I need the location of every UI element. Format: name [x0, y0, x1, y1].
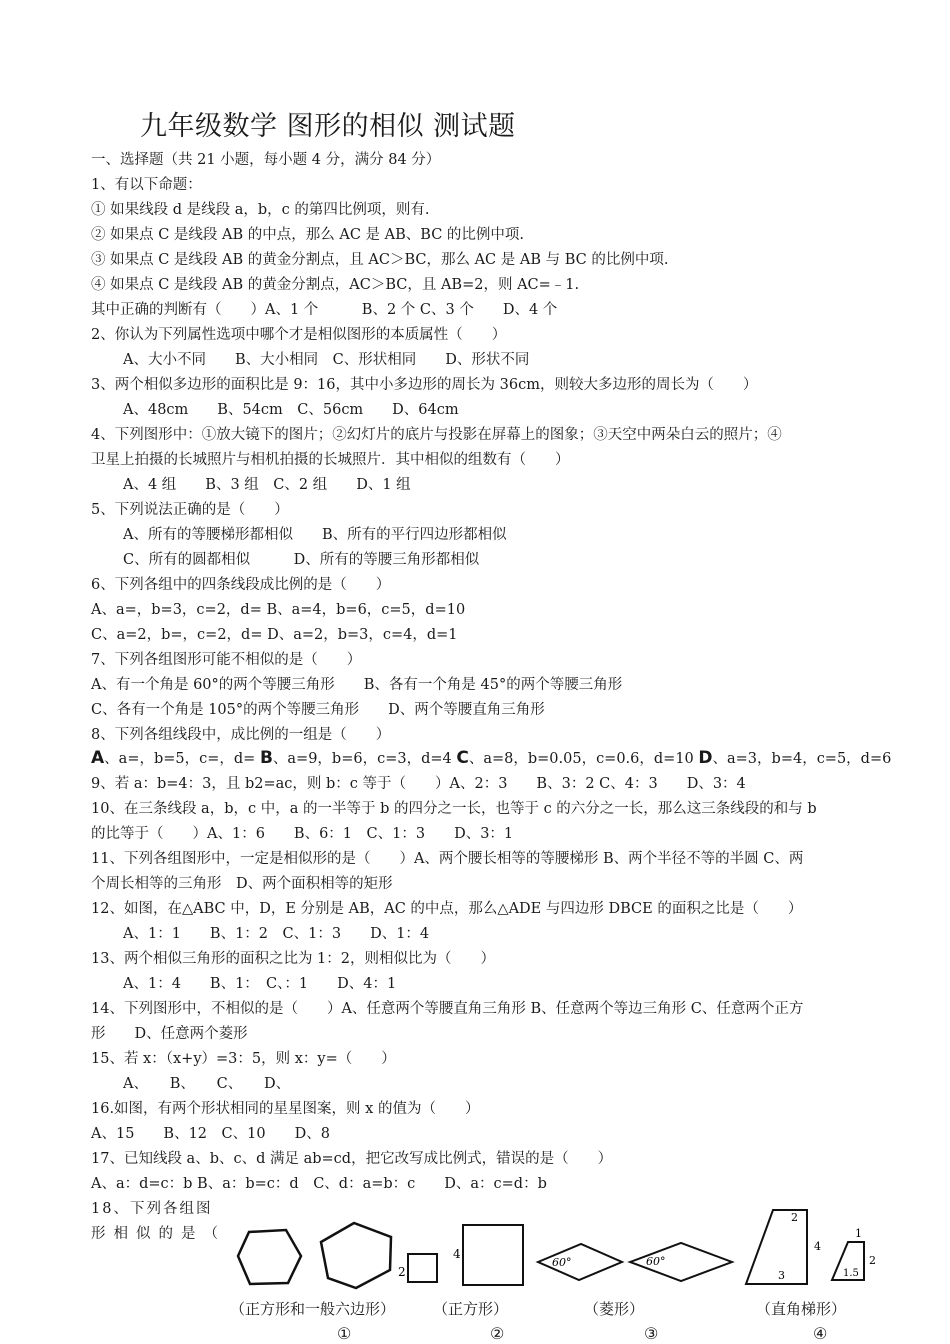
- small-square-side-label: 2: [398, 1265, 406, 1279]
- figure-1-number: ①: [337, 1324, 352, 1343]
- q5-options-cd: C、所有的圆都相似 D、所有的等腰三角形都相似: [123, 552, 480, 568]
- q18-figures-svg: [226, 1200, 926, 1344]
- q8-option-c-letter: C: [456, 748, 469, 768]
- section-heading: 一、选择题（共 21 小题，每小题 4 分，满分 84 分）: [91, 152, 441, 168]
- q8-option-d-letter: D: [698, 748, 713, 768]
- figure-4-number: ④: [813, 1324, 828, 1343]
- question-18: 18、下列各组图: [91, 1201, 213, 1217]
- hexagon-shape: [238, 1230, 301, 1284]
- large-trapezoid-bottom-label: 3: [778, 1269, 785, 1282]
- large-trapezoid-top-label: 2: [791, 1211, 798, 1224]
- q8-option-c-text: 、a=8，b=0.05，c=0.6，d=10: [468, 751, 699, 767]
- q12-options: A、1：1 B、1：2 C、1：3 D、1：4: [123, 926, 430, 942]
- irregular-hexagon-shape: [321, 1223, 391, 1288]
- q1-statement-1: ① 如果线段 d 是线段 a，b，c 的第四比例项，则有.: [91, 202, 430, 218]
- figure-3-caption: （菱形）: [584, 1300, 645, 1318]
- q6-options-cd: C、a=2，b=，c=2，d= D、a=2，b=3，c=4，d=1: [91, 627, 458, 643]
- question-11-cont: 个周长相等的三角形 D、两个面积相等的矩形: [91, 876, 393, 892]
- rhombus-2-angle-label: 60°: [646, 1255, 666, 1268]
- question-2: 2、你认为下列属性选项中哪个才是相似图形的本质属性（ ）: [91, 327, 507, 343]
- question-18-cont: 形相似的是（: [91, 1226, 226, 1242]
- q8-option-a-letter: A: [91, 748, 105, 768]
- q18-figures: [226, 1200, 926, 1344]
- q1-statement-2: ② 如果点 C 是线段 AB 的中点，那么 AC 是 AB、BC 的比例中项.: [91, 227, 525, 243]
- rhombus-1-outline: [538, 1244, 622, 1280]
- figure-1-caption: （正方形和一般六边形）: [230, 1300, 396, 1318]
- question-1: 1、有以下命题：: [91, 177, 202, 193]
- question-11: 11、下列各组图形中，一定是相似形的是（ ）A、两个腰长相等的等腰梯形 B、两个半径不等的半圆 C、两: [91, 851, 804, 867]
- figure-2-caption: （正方形）: [433, 1300, 509, 1318]
- question-4-cont: 卫星上拍摄的长城照片与相机拍摄的长城照片．其中相似的组数有（ ）: [91, 452, 570, 468]
- q8-option-d-text: 、a=3，b=4，c=5，d=6: [712, 751, 892, 767]
- figure-4-caption: （直角梯形）: [756, 1300, 847, 1318]
- rhombus-1-angle-label: 60°: [552, 1256, 572, 1269]
- q8-option-b-letter: B: [259, 748, 273, 768]
- q8-option-b-text: 、a=9，b=6，c=3，d=4: [272, 751, 457, 767]
- question-13: 13、两个相似三角形的面积之比为 1：2，则相似比为（ ）: [91, 951, 496, 967]
- q5-options-ab: A、所有的等腰梯形都相似 B、所有的平行四边形都相似: [123, 527, 507, 543]
- question-17: 17、已知线段 a、b、c、d 满足 ab=cd，把它改写成比例式，错误的是（ ）: [91, 1151, 613, 1167]
- question-12: 12、如图，在△ABC 中，D，E 分别是 AB，AC 的中点，那么△ADE 与四边形 DBCE 的面积之比是（ ）: [91, 901, 803, 917]
- figure-2-number: ②: [490, 1324, 505, 1343]
- q7-options-ab: A、有一个角是 60°的两个等腰三角形 B、各有一个角是 45°的两个等腰三角形: [91, 677, 623, 693]
- q2-options: A、大小不同 B、大小相同 C、形状相同 D、形状不同: [123, 352, 530, 368]
- question-14: 14、下列图形中，不相似的是（ ）A、任意两个等腰直角三角形 B、任意两个等边三角形 C、任意两个正方: [91, 1001, 804, 1017]
- question-10-cont: 的比等于（ ）A、1：6 B、6：1 C、1：3 D、3：1: [91, 826, 514, 842]
- q15-options: A、 B、 C、 D、: [123, 1076, 291, 1092]
- q16-options: A、15 B、12 C、10 D、8: [91, 1126, 330, 1142]
- question-6: 6、下列各组中的四条线段成比例的是（ ）: [91, 577, 391, 593]
- q8-option-a-text: 、a=，b=5，c=，d=: [104, 751, 260, 767]
- page-title: 九年级数学 图形的相似 测试题: [140, 111, 516, 142]
- question-5: 5、下列说法正确的是（ ）: [91, 502, 289, 518]
- large-square-side-label: 4: [453, 1247, 461, 1261]
- q1-statement-3: ③ 如果点 C 是线段 AB 的黄金分割点，且 AC＞BC，那么 AC 是 AB 与 BC 的比例中项.: [91, 252, 669, 268]
- q17-options: A、a：d=c：b B、a：b=c：d C、d：a=b：c D、a：c=d：b: [91, 1176, 547, 1192]
- question-9: 9、若 a：b=4：3，且 b2=ac，则 b：c 等于（ ）A、2：3 B、3：2 C、4：3 D、3：4: [91, 776, 746, 792]
- small-trapezoid-top-label: 1: [855, 1227, 862, 1240]
- question-14-cont: 形 D、任意两个菱形: [91, 1026, 248, 1042]
- question-15: 15、若 x：（x+y）=3：5，则 x：y=（ ）: [91, 1051, 396, 1067]
- question-10: 10、在三条线段 a，b，c 中，a 的一半等于 b 的四分之一长，也等于 c 的六分之一长，那么这三条线段的和与 b: [91, 801, 817, 817]
- small-trapezoid-side-label: 2: [869, 1254, 876, 1267]
- q1-statement-4: ④ 如果点 C 是线段 AB 的黄金分割点，AC＞BC，且 AB=2，则 AC=﹣1.: [91, 277, 580, 293]
- large-square-shape: [463, 1225, 523, 1285]
- small-square-shape: [408, 1254, 437, 1282]
- q7-options-cd: C、各有一个角是 105°的两个等腰三角形 D、两个等腰直角三角形: [91, 702, 545, 718]
- q8-options: [91, 748, 891, 769]
- q3-options: A、48cm B、54cm C、56cm D、64cm: [123, 402, 459, 418]
- q13-options: A、1：4 B、1： C、：1 D、4：1: [123, 976, 397, 992]
- figure-3-number: ③: [644, 1324, 659, 1343]
- small-trapezoid-bottom-label: 1.5: [843, 1268, 859, 1279]
- question-16: 16.如图，有两个形状相同的星星图案，则 x 的值为（ ）: [91, 1101, 480, 1117]
- large-trapezoid-side-label: 4: [814, 1240, 821, 1253]
- q6-options-ab: A、a=，b=3，c=2，d= B、a=4，b=6，c=5，d=10: [91, 602, 466, 618]
- q4-options: A、4 组 B、3 组 C、2 组 D、1 组: [123, 477, 411, 493]
- question-3: 3、两个相似多边形的面积比是 9：16，其中小多边形的周长为 36cm，则较大多边形的周长为（ ）: [91, 377, 758, 393]
- question-8: 8、下列各组线段中，成比例的一组是（ ）: [91, 727, 391, 743]
- question-4: 4、下列图形中：①放大镜下的图片；②幻灯片的底片与投影在屏幕上的图象；③天空中两朵白云的照片；④: [91, 427, 782, 443]
- q1-options: 其中正确的判断有（ ）A、1 个 B、2 个 C、3 个 D、4 个: [91, 302, 558, 318]
- question-7: 7、下列各组图形可能不相似的是（ ）: [91, 652, 362, 668]
